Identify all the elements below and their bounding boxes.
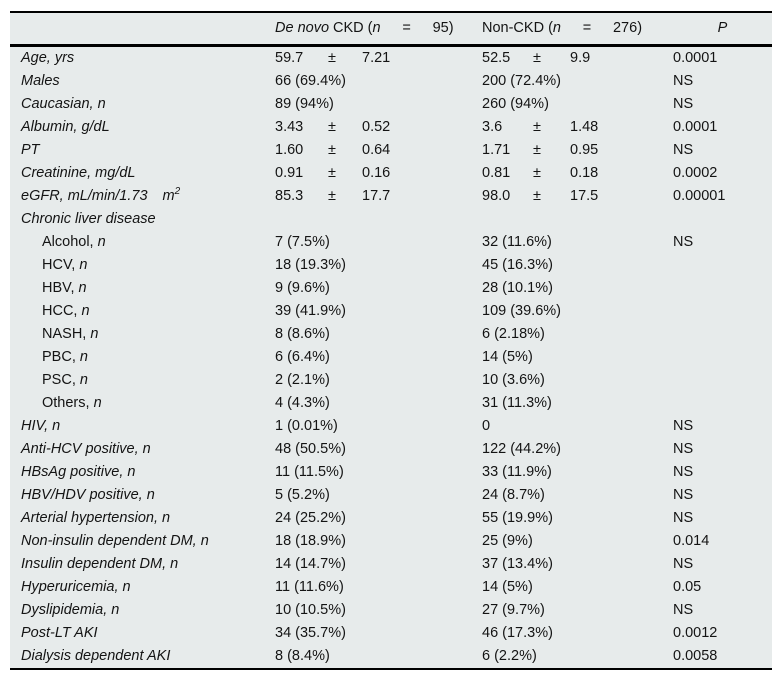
- row-label: [10, 277, 275, 300]
- count-percent-value: 89 (94%): [275, 96, 334, 112]
- p-value: NS: [673, 441, 694, 457]
- group2-value-cell: [482, 507, 673, 530]
- p-value-cell: [673, 208, 772, 231]
- table-row: [10, 599, 772, 622]
- p-value: 0.0012: [673, 625, 718, 641]
- group1-value-cell: [275, 576, 482, 599]
- row-label: [10, 323, 275, 346]
- p-value: 0.0001: [673, 119, 718, 135]
- row-label: [10, 185, 275, 208]
- row-label: [10, 369, 275, 392]
- row-label-text: Albumin, g/dL: [21, 119, 110, 135]
- group1-value-cell: [275, 415, 482, 438]
- row-label: [10, 93, 275, 116]
- row-label-n: n: [93, 234, 106, 250]
- p-value-cell: [673, 93, 772, 116]
- table-header-row: [10, 13, 772, 47]
- row-label-text: Anti-HCV positive, n: [21, 441, 151, 457]
- header-empty-cell: [10, 13, 275, 44]
- group1-value-cell: [275, 645, 482, 668]
- group1-value-cell: [275, 461, 482, 484]
- group2-value-cell: [482, 392, 673, 415]
- mean-value: 52.5: [482, 50, 511, 66]
- group2-value-cell: [482, 185, 673, 208]
- group1-value-cell: [275, 484, 482, 507]
- plus-minus: ±: [328, 165, 336, 181]
- table-row: [10, 530, 772, 553]
- group2-value-cell: [482, 530, 673, 553]
- group1-value-cell: [275, 323, 482, 346]
- group2-value-cell: [482, 415, 673, 438]
- group1-value-cell: [275, 47, 482, 70]
- group2-value-cell: [482, 254, 673, 277]
- p-value: 0.00001: [673, 188, 726, 204]
- p-value-cell: [673, 576, 772, 599]
- count-percent-value: 46 (17.3%): [482, 625, 553, 641]
- group1-value-cell: [275, 254, 482, 277]
- row-label: [10, 576, 275, 599]
- plus-minus: ±: [533, 165, 541, 181]
- table-row: [10, 208, 772, 231]
- p-value: 0.05: [673, 579, 702, 595]
- clinical-characteristics-table: [10, 11, 772, 670]
- count-percent-value: 5 (5.2%): [275, 487, 330, 503]
- row-label-text: HBV,: [42, 280, 75, 296]
- row-label: [10, 645, 275, 668]
- p-value-cell: [673, 645, 772, 668]
- count-percent-value: 10 (10.5%): [275, 602, 346, 618]
- sd-value: 0.52: [362, 119, 391, 135]
- row-label-text: Males: [21, 73, 60, 89]
- p-value-cell: [673, 277, 772, 300]
- count-percent-value: 18 (18.9%): [275, 533, 346, 549]
- p-value: NS: [673, 487, 694, 503]
- plus-minus: ±: [533, 142, 541, 158]
- row-label-text: Post-LT AKI: [21, 625, 98, 641]
- row-label-text: Non-insulin dependent DM, n: [21, 533, 209, 549]
- mean-value: 1.60: [275, 142, 304, 158]
- count-percent-value: 8 (8.4%): [275, 648, 330, 664]
- header-group2-close: ): [637, 20, 643, 36]
- row-label-text: Arterial hypertension, n: [21, 510, 171, 526]
- table-row: [10, 231, 772, 254]
- p-value-cell: [673, 346, 772, 369]
- group1-value-cell: [275, 530, 482, 553]
- count-percent-value: 55 (19.9%): [482, 510, 553, 526]
- group1-value-cell: [275, 208, 482, 231]
- mean-value: 3.6: [482, 119, 503, 135]
- count-percent-value: 27 (9.7%): [482, 602, 545, 618]
- p-value-cell: [673, 438, 772, 461]
- group2-value-cell: [482, 47, 673, 70]
- p-value-cell: [673, 47, 772, 70]
- group1-value-cell: [275, 116, 482, 139]
- count-percent-value: 45 (16.3%): [482, 257, 553, 273]
- table-row: [10, 139, 772, 162]
- p-value-cell: [673, 254, 772, 277]
- group2-value-cell: [482, 300, 673, 323]
- table-row: [10, 507, 772, 530]
- row-label-text: Age, yrs: [21, 50, 75, 66]
- sd-value: 0.18: [570, 165, 599, 181]
- p-value: 0.0001: [673, 50, 718, 66]
- row-label-text: HBV/HDV positive, n: [21, 487, 155, 503]
- p-value-cell: [673, 507, 772, 530]
- count-percent-value: 10 (3.6%): [482, 372, 545, 388]
- plus-minus: ±: [533, 50, 541, 66]
- group1-value-cell: [275, 185, 482, 208]
- count-percent-value: 37 (13.4%): [482, 556, 553, 572]
- count-percent-value: 0: [482, 418, 491, 434]
- row-label: [10, 231, 275, 254]
- row-label-text: Dyslipidemia, n: [21, 602, 120, 618]
- row-label-text: Chronic liver disease: [21, 211, 156, 227]
- row-label: [10, 484, 275, 507]
- count-percent-value: 24 (8.7%): [482, 487, 545, 503]
- plus-minus: ±: [533, 188, 541, 204]
- mean-value: 59.7: [275, 50, 304, 66]
- table-row: [10, 346, 772, 369]
- row-label-n: n: [75, 372, 88, 388]
- table-row: [10, 369, 772, 392]
- count-percent-value: 6 (2.2%): [482, 648, 537, 664]
- count-percent-value: 32 (11.6%): [482, 234, 552, 250]
- table-row: [10, 323, 772, 346]
- table-row: [10, 162, 772, 185]
- p-value-cell: [673, 599, 772, 622]
- p-value: NS: [673, 602, 694, 618]
- group2-value-cell: [482, 576, 673, 599]
- header-group2-name: Non-CKD (: [482, 20, 553, 36]
- count-percent-value: 9 (9.6%): [275, 280, 330, 296]
- group2-value-cell: [482, 599, 673, 622]
- p-value-cell: [673, 415, 772, 438]
- count-percent-value: 4 (4.3%): [275, 395, 330, 411]
- group1-value-cell: [275, 622, 482, 645]
- group2-value-cell: [482, 461, 673, 484]
- table-row: [10, 415, 772, 438]
- group1-value-cell: [275, 277, 482, 300]
- p-value: 0.0058: [673, 648, 718, 664]
- group1-value-cell: [275, 93, 482, 116]
- group2-value-cell: [482, 162, 673, 185]
- p-value: 0.014: [673, 533, 710, 549]
- row-label-text: PBC,: [42, 349, 76, 365]
- group2-value-cell: [482, 645, 673, 668]
- count-percent-value: 11 (11.6%): [275, 579, 344, 595]
- table-row: [10, 438, 772, 461]
- count-percent-value: 122 (44.2%): [482, 441, 561, 457]
- row-label: [10, 530, 275, 553]
- row-label-text: Insulin dependent DM, n: [21, 556, 179, 572]
- group1-value-cell: [275, 438, 482, 461]
- plus-minus: ±: [328, 50, 336, 66]
- superscript: [175, 186, 181, 197]
- header-group1-equals: =: [402, 20, 411, 36]
- count-percent-value: 6 (2.18%): [482, 326, 545, 342]
- p-value-cell: [673, 461, 772, 484]
- count-percent-value: 260 (94%): [482, 96, 549, 112]
- table-row: [10, 576, 772, 599]
- row-label: [10, 47, 275, 70]
- row-label-n: n: [89, 395, 102, 411]
- count-percent-value: 66 (69.4%): [275, 73, 346, 89]
- row-label: [10, 254, 275, 277]
- row-label-text: Hyperuricemia, n: [21, 579, 131, 595]
- header-group1-close: ): [448, 20, 454, 36]
- count-percent-value: 11 (11.5%): [275, 464, 344, 480]
- p-value-cell: [673, 231, 772, 254]
- header-group2-n: n: [552, 20, 561, 36]
- header-group1-count: 95: [432, 20, 449, 36]
- header-p-value: P: [717, 20, 728, 36]
- table-row: [10, 185, 772, 208]
- count-percent-value: 14 (5%): [482, 579, 533, 595]
- table-row: [10, 93, 772, 116]
- group2-value-cell: [482, 622, 673, 645]
- row-label: [10, 139, 275, 162]
- count-percent-value: 14 (5%): [482, 349, 533, 365]
- sd-value: 17.7: [362, 188, 391, 204]
- p-value: NS: [673, 96, 694, 112]
- table-row: [10, 300, 772, 323]
- group1-value-cell: [275, 392, 482, 415]
- count-percent-value: 33 (11.9%): [482, 464, 552, 480]
- row-label: [10, 599, 275, 622]
- group2-value-cell: [482, 116, 673, 139]
- group1-value-cell: [275, 300, 482, 323]
- sd-value: 0.64: [362, 142, 391, 158]
- p-value-cell: [673, 392, 772, 415]
- sd-value: 7.21: [362, 50, 391, 66]
- count-percent-value: 39 (41.9%): [275, 303, 346, 319]
- group2-value-cell: [482, 553, 673, 576]
- row-label-text: Dialysis dependent AKI: [21, 648, 171, 664]
- row-label: [10, 162, 275, 185]
- group1-value-cell: [275, 162, 482, 185]
- count-percent-value: 8 (8.6%): [275, 326, 330, 342]
- group1-value-cell: [275, 369, 482, 392]
- table-body: [10, 47, 772, 668]
- header-group1-n: n: [372, 20, 381, 36]
- p-value-cell: [673, 369, 772, 392]
- sd-value: 0.95: [570, 142, 599, 158]
- table-row: [10, 484, 772, 507]
- count-percent-value: 7 (7.5%): [275, 234, 330, 250]
- row-label-n: n: [77, 303, 90, 319]
- count-percent-value: 28 (10.1%): [482, 280, 553, 296]
- count-percent-value: 200 (72.4%): [482, 73, 561, 89]
- row-label-n: n: [75, 257, 88, 273]
- group1-value-cell: [275, 231, 482, 254]
- count-percent-value: 6 (6.4%): [275, 349, 330, 365]
- row-label-text: HIV, n: [21, 418, 61, 434]
- row-label-n: n: [86, 326, 99, 342]
- header-group1: [275, 13, 482, 44]
- count-percent-value: 2 (2.1%): [275, 372, 330, 388]
- row-label-text: HCV,: [42, 257, 76, 273]
- header-group1-name: CKD (: [329, 20, 373, 36]
- group1-value-cell: [275, 139, 482, 162]
- plus-minus: ±: [328, 188, 336, 204]
- table-row: [10, 277, 772, 300]
- header-group2: [482, 13, 673, 44]
- p-value-cell: [673, 323, 772, 346]
- p-value: NS: [673, 556, 694, 572]
- row-label-text: eGFR, mL/min/1.73: [21, 188, 148, 204]
- sd-value: 1.48: [570, 119, 599, 135]
- p-value-cell: [673, 116, 772, 139]
- p-value-cell: [673, 622, 772, 645]
- row-label: [10, 116, 275, 139]
- mean-value: 85.3: [275, 188, 304, 204]
- p-value: NS: [673, 142, 694, 158]
- row-label: [10, 622, 275, 645]
- mean-value: 0.91: [275, 165, 304, 181]
- row-label: [10, 438, 275, 461]
- group2-value-cell: [482, 277, 673, 300]
- p-value: NS: [673, 464, 694, 480]
- p-value-cell: [673, 484, 772, 507]
- p-value: NS: [673, 234, 694, 250]
- row-label: [10, 553, 275, 576]
- row-label-text: Creatinine, mg/dL: [21, 165, 136, 181]
- group2-value-cell: [482, 70, 673, 93]
- group2-value-cell: [482, 323, 673, 346]
- group1-value-cell: [275, 70, 482, 93]
- group2-value-cell: [482, 438, 673, 461]
- count-percent-value: 18 (19.3%): [275, 257, 346, 273]
- row-label-text: Caucasian, n: [21, 96, 106, 112]
- group2-value-cell: [482, 369, 673, 392]
- superscript-value: 2: [174, 186, 181, 198]
- p-value-cell: [673, 162, 772, 185]
- group2-value-cell: [482, 484, 673, 507]
- group2-value-cell: [482, 139, 673, 162]
- group2-value-cell: [482, 208, 673, 231]
- row-label-n: n: [75, 349, 88, 365]
- group1-value-cell: [275, 553, 482, 576]
- row-label: [10, 70, 275, 93]
- p-value: NS: [673, 418, 694, 434]
- header-group1-italic-lead: De novo: [275, 20, 330, 36]
- table-row: [10, 392, 772, 415]
- row-label: [10, 415, 275, 438]
- count-percent-value: 14 (14.7%): [275, 556, 346, 572]
- p-value: NS: [673, 73, 694, 89]
- count-percent-value: 31 (11.3%): [482, 395, 552, 411]
- row-label-text: Others,: [42, 395, 90, 411]
- group2-value-cell: [482, 93, 673, 116]
- group1-value-cell: [275, 507, 482, 530]
- mean-value: 3.43: [275, 119, 304, 135]
- row-label: [10, 346, 275, 369]
- table-row: [10, 116, 772, 139]
- table-row: [10, 70, 772, 93]
- table-row: [10, 461, 772, 484]
- p-value-cell: [673, 139, 772, 162]
- row-label: [10, 507, 275, 530]
- row-label: [10, 392, 275, 415]
- p-value-cell: [673, 530, 772, 553]
- table-row: [10, 645, 772, 668]
- count-percent-value: 1 (0.01%): [275, 418, 338, 434]
- p-value: 0.0002: [673, 165, 718, 181]
- sd-value: 17.5: [570, 188, 599, 204]
- row-label-text: NASH,: [42, 326, 87, 342]
- mean-value: 1.71: [482, 142, 511, 158]
- table-row: [10, 254, 772, 277]
- p-value-cell: [673, 185, 772, 208]
- count-percent-value: 34 (35.7%): [275, 625, 346, 641]
- row-label-text: PSC,: [42, 372, 76, 388]
- group1-value-cell: [275, 599, 482, 622]
- row-label: [10, 208, 275, 231]
- row-label-text: PT: [21, 142, 40, 158]
- plus-minus: ±: [533, 119, 541, 135]
- table-row: [10, 622, 772, 645]
- group2-value-cell: [482, 231, 673, 254]
- header-group2-count: 276: [612, 20, 638, 36]
- table-row: [10, 553, 772, 576]
- plus-minus: ±: [328, 142, 336, 158]
- table-row: [10, 47, 772, 70]
- count-percent-value: 109 (39.6%): [482, 303, 561, 319]
- count-percent-value: 24 (25.2%): [275, 510, 346, 526]
- mean-value: 98.0: [482, 188, 511, 204]
- count-percent-value: 25 (9%): [482, 533, 533, 549]
- row-label-text: HCC,: [42, 303, 78, 319]
- row-label: [10, 300, 275, 323]
- mean-value: 0.81: [482, 165, 511, 181]
- p-value-cell: [673, 300, 772, 323]
- plus-minus: ±: [328, 119, 336, 135]
- header-group2-equals: =: [582, 20, 592, 36]
- row-label: [10, 461, 275, 484]
- sd-value: 9.9: [570, 50, 591, 66]
- group2-value-cell: [482, 346, 673, 369]
- p-value-cell: [673, 553, 772, 576]
- group1-value-cell: [275, 346, 482, 369]
- p-value: NS: [673, 510, 694, 526]
- row-label-text: HBsAg positive, n: [21, 464, 136, 480]
- count-percent-value: 48 (50.5%): [275, 441, 346, 457]
- row-label-unit: m: [162, 188, 175, 204]
- p-value-cell: [673, 70, 772, 93]
- row-label-n: n: [74, 280, 87, 296]
- row-label-text: Alcohol,: [42, 234, 94, 250]
- sd-value: 0.16: [362, 165, 391, 181]
